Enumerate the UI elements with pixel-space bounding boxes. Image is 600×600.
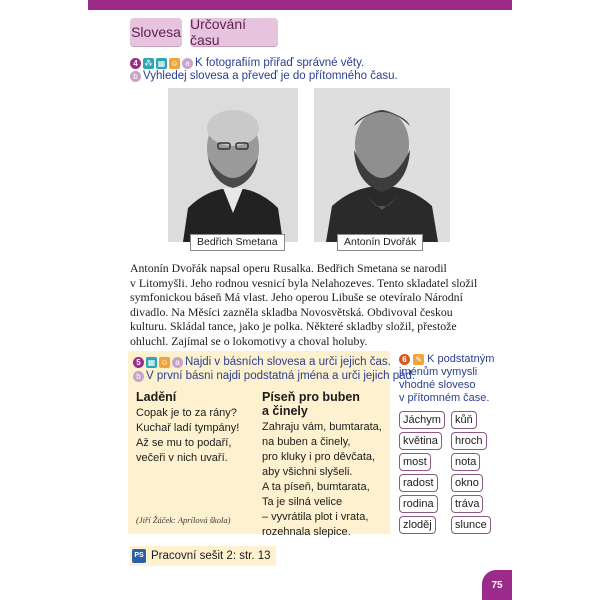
task6-text: v přítomném čase. [399,392,490,404]
workbook-reference [130,546,276,566]
poem1-line: Až se mu to podaří, [136,437,232,449]
word-card: hroch [451,432,487,450]
portrait-photo-dvorak [314,88,450,242]
paragraph-line: v Litomyšli. Jeho rodnou vesnicí byla Nelahozeves. Tento skladatel složil [130,275,478,290]
task4-a [130,57,364,69]
smetana-portrait-icon [168,88,298,242]
word-card: květina [399,432,442,450]
workbook-badge-icon: PS [132,549,146,563]
paragraph-line: Antonín Dvořák napsal operu Rusalka. Bedřich Smetana se narodil [130,261,447,275]
word-card: zloděj [399,516,436,534]
tab-urcovani-casu[interactable]: Určování času [190,18,278,46]
word-card: slunce [451,516,491,534]
task6-text: jménům vymysli [399,366,478,378]
poem1-line: večeři v nich uvaří. [136,452,228,464]
photo-caption-smetana: Bedřich Smetana [190,234,285,251]
poem2-line: rozehnala slepice. [262,526,351,538]
tab-slovesa[interactable]: Slovesa [130,18,182,46]
task-number-badge: 4 [130,58,141,69]
subtask-letter: a [172,357,183,368]
task4-a-text: K fotografiím přiřaď správné věty. [195,57,365,69]
poem2-title-line: Píseň pro buben [262,390,360,404]
paragraph-line: ohluchl. Zajímal se o lokomotivy a choval holuby. [130,333,368,348]
task6-text: vhodné sloveso [399,379,476,391]
photo-caption-dvorak: Antonín Dvořák [337,234,423,251]
sentences-paragraph [130,261,480,348]
task6-line-1 [399,353,499,366]
poem2-line: na buben a činely, [262,436,351,448]
word-card: tráva [451,495,483,513]
word-card: radost [399,474,438,492]
task5-b [133,370,415,382]
page-number: 75 [482,570,512,600]
poem1-line: Copak je to za rány? [136,407,237,419]
poem2-line: – vyvrátila plot i vrata, [262,511,369,523]
paragraph-line: divadlo. Na Měsíci zazněla skladba Novosvětská. Obdivoval českou [130,304,453,319]
top-accent-bar [88,0,512,10]
writing-icon: ✎ [413,354,424,365]
speech-icon: ☺ [160,357,169,367]
task6-instructions [399,353,499,405]
workbook-text: Pracovní sešit 2: str. 13 [151,550,271,562]
group-work-icon: ⁂ [144,58,153,68]
task4-b [130,70,398,82]
poem1-credit: (Jiří Žáček: Aprílová škola) [136,515,231,525]
word-card: nota [451,453,480,471]
word-card: Jáchym [399,411,445,429]
poem1-title: Ladění [136,390,177,404]
task6-text: K podstatným [427,353,495,365]
word-card: okno [451,474,483,492]
poem2-line: Zahraju vám, bumtarata, [262,421,382,433]
task4-b-text: Vyhledej slovesa a převeď je do přítomného času. [143,70,398,82]
pair-work-icon: ▦ [157,58,166,68]
poem2-title [262,390,360,418]
paragraph-line: kulturu. Skládal tance, jako je polka. Některé skladby složil, přestože [130,319,457,333]
poem1-line: Kuchař ladí tympány! [136,422,240,434]
task5-a-text: Najdi v básních slovesa a urči jejich čas. [185,356,391,368]
task5-a [133,356,391,368]
portrait-photo-smetana [168,88,298,242]
poem2-line: aby všichni slyšeli. [262,466,353,478]
subtask-letter: b [133,371,144,382]
task-number-badge: 5 [133,357,144,368]
paragraph-line: symfonickou báseň Má vlast. Jeho operou Libuše se otevíralo Národní [130,290,463,304]
pair-work-icon: ▦ [147,357,156,367]
word-card: most [399,453,431,471]
task5-b-text: V první básni najdi podstatná jména a urči jejich pád. [146,370,416,382]
subtask-letter: b [130,71,141,82]
speech-icon: ☺ [170,58,179,68]
poem2-title-line: a činely [262,404,308,418]
word-card: kůň [451,411,477,429]
task-number-badge: 6 [399,354,410,365]
poem1-body [136,406,239,466]
word-card: rodina [399,495,438,513]
subtask-letter: a [182,58,193,69]
poem2-line: pro kluky i pro děvčata, [262,451,376,463]
poem2-body [262,420,382,540]
poem2-line: A ta píseň, bumtarata, [262,481,370,493]
dvorak-portrait-icon [314,88,450,242]
poem2-line: Ta je silná velice [262,496,343,508]
